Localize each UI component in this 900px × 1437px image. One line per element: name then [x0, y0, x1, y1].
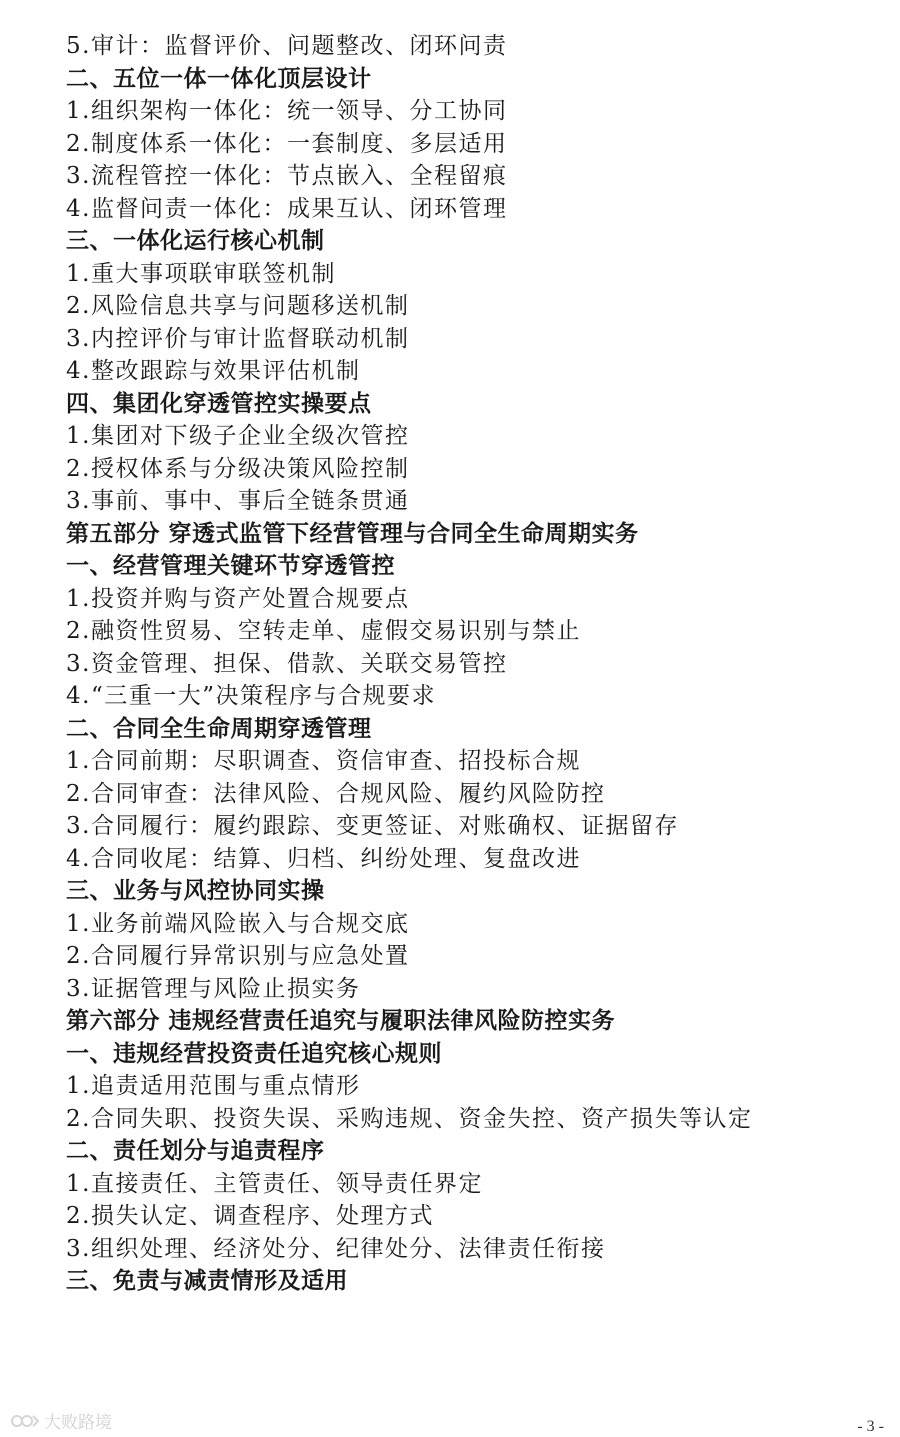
list-item: 3.内控评价与审计监督联动机制 [66, 325, 410, 352]
list-item: 5.审计：监督评价、问题整改、闭环问责 [66, 33, 508, 59]
section-heading: 二、合同全生命周期穿透管理 [66, 714, 372, 742]
list-item: 1.组织架构一体化：统一领导、分工协同 [66, 98, 508, 124]
list-item: 1.集团对下级子企业全级次管控 [66, 423, 410, 449]
list-item: 3.合同履行：履约跟踪、变更签证、对账确权、证据留存 [66, 813, 679, 839]
section-heading: 一、违规经营投资责任追究核心规则 [66, 1039, 442, 1067]
list-item: 4.监督问责一体化：成果互认、闭环管理 [66, 195, 508, 222]
list-item: 2.制度体系一体化：一套制度、多层适用 [66, 130, 508, 157]
list-item: 3.资金管理、担保、借款、关联交易管控 [66, 650, 508, 677]
list-item: 1.业务前端风险嵌入与合规交底 [66, 910, 410, 937]
list-item: 2.融资性贸易、空转走单、虚假交易识别与禁止 [66, 618, 581, 644]
list-item: 2.损失认定、调查程序、处理方式 [66, 1203, 434, 1229]
watermark-text: 大败路境 [44, 1413, 112, 1433]
list-item: 3.事前、事中、事后全链条贯通 [66, 488, 410, 514]
section-heading: 二、责任划分与追责程序 [66, 1137, 325, 1164]
list-item: 4.“三重一大”决策程序与合规要求 [66, 683, 436, 709]
list-item: 1.合同前期：尽职调查、资信审查、招投标合规 [66, 748, 581, 774]
section-heading: 一、经营管理关键环节穿透管控 [66, 552, 395, 579]
list-item: 1.直接责任、主管责任、领导责任界定 [66, 1170, 483, 1197]
page-number: - 3 - [857, 1418, 884, 1435]
list-item: 1.重大事项联审联签机制 [66, 260, 336, 287]
list-item: 2.合同履行异常识别与应急处置 [66, 943, 410, 969]
section-heading: 第五部分 穿透式监管下经营管理与合同全生命周期实务 [66, 519, 639, 547]
list-item: 3.证据管理与风险止损实务 [66, 975, 361, 1002]
section-heading: 三、一体化运行核心机制 [66, 227, 325, 254]
list-item: 1.追责适用范围与重点情形 [66, 1073, 361, 1099]
list-item: 2.合同失职、投资失误、采购违规、资金失控、资产损失等认定 [66, 1105, 753, 1132]
list-item: 3.流程管控一体化：节点嵌入、全程留痕 [66, 163, 508, 189]
list-item: 2.合同审查：法律风险、合规风险、履约风险防控 [66, 780, 606, 807]
watermark [10, 1408, 112, 1433]
list-item: 3.组织处理、经济处分、纪律处分、法律责任衔接 [66, 1235, 606, 1262]
watermark-logo-icon [10, 1412, 40, 1430]
list-item: 1.投资并购与资产处置合规要点 [66, 585, 410, 612]
section-heading: 三、免责与减责情形及适用 [66, 1267, 348, 1294]
list-item: 4.合同收尾：结算、归档、纠纷处理、复盘改进 [66, 845, 581, 872]
section-heading: 四、集团化穿透管控实操要点 [66, 389, 372, 417]
document-body [66, 30, 886, 1298]
list-item: 4.整改跟踪与效果评估机制 [66, 358, 361, 384]
section-heading: 三、业务与风控协同实操 [66, 877, 325, 904]
section-heading: 第六部分 违规经营责任追究与履职法律风险防控实务 [66, 1007, 616, 1034]
list-item: 2.授权体系与分级决策风险控制 [66, 455, 410, 482]
section-heading: 二、五位一体一体化顶层设计 [66, 64, 372, 92]
list-item: 2.风险信息共享与问题移送机制 [66, 293, 410, 319]
